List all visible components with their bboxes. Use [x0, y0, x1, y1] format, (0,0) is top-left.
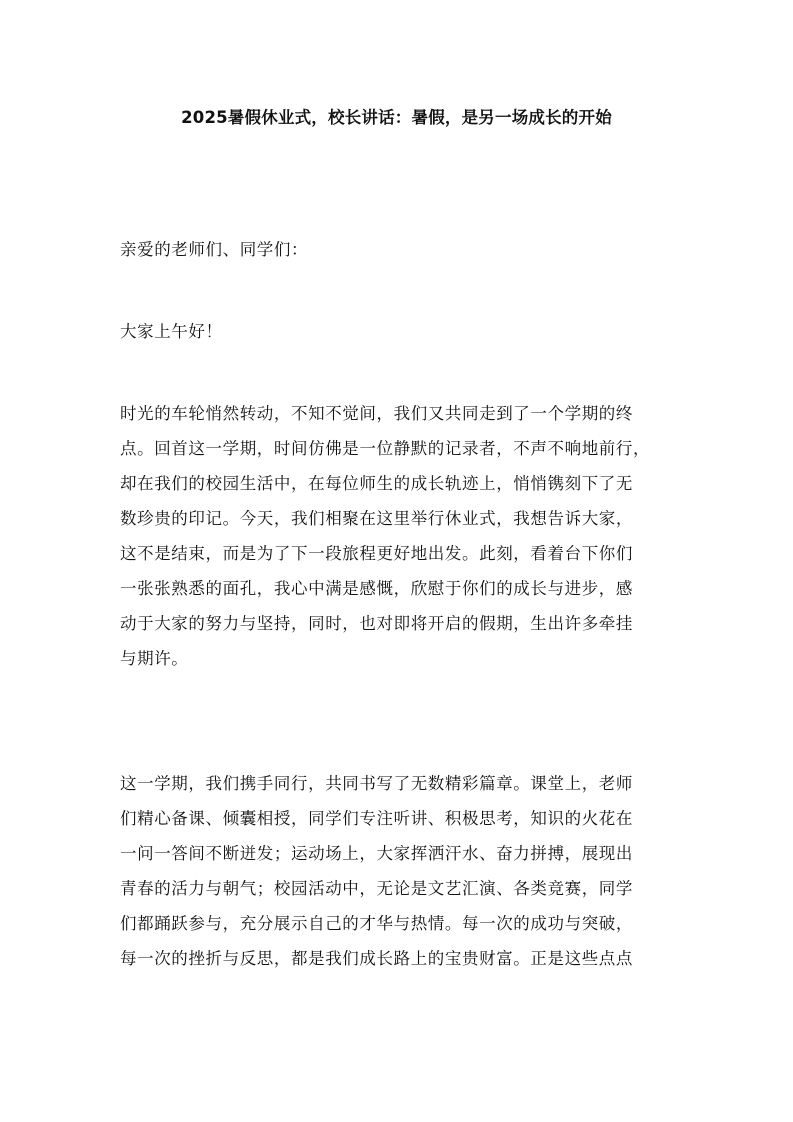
- paragraph-line: 一张张熟悉的面孔，我心中满是感慨，欣慰于你们的成长与进步，感: [120, 579, 633, 598]
- paragraph-line: 们精心备课、倾囊相授，同学们专注听讲、积极思考，知识的火花在: [120, 809, 633, 828]
- paragraph-line: 点。回首这一学期，时间仿佛是一位静默的记录者，不声不响地前行，: [120, 439, 651, 458]
- paragraph-line: 与期许。: [120, 649, 189, 668]
- paragraph-line: 青春的活力与朝气；校园活动中，无论是文艺汇演、各类竞赛，同学: [120, 879, 633, 898]
- paragraph-line: 这不是结束，而是为了下一段旅程更好地出发。此刻，看着台下你们: [120, 544, 633, 563]
- paragraph-line: 们都踊跃参与，充分展示自己的才华与热情。每一次的成功与突破，: [120, 914, 633, 933]
- greeting: 大家上午好！: [120, 322, 223, 341]
- paragraph-line: 数珍贵的印记。今天，我们相聚在这里举行休业式，我想告诉大家，: [120, 509, 633, 528]
- paragraph-line: 这一学期，我们携手同行，共同书写了无数精彩篇章。课堂上，老师: [120, 774, 633, 793]
- paragraph-line: 却在我们的校园生活中，在每位师生的成长轨迹上，悄悄镌刻下了无: [120, 474, 633, 493]
- paragraph-line: 动于大家的努力与坚持，同时，也对即将开启的假期，生出许多牵挂: [120, 614, 633, 633]
- document-title: 2025暑假休业式，校长讲话：暑假，是另一场成长的开始: [181, 108, 612, 127]
- salutation: 亲爱的老师们、同学们：: [120, 240, 309, 259]
- paragraph-line: 一问一答间不断迸发；运动场上，大家挥洒汗水、奋力拼搏，展现出: [120, 844, 633, 863]
- paragraph-line: 时光的车轮悄然转动，不知不觉间，我们又共同走到了一个学期的终: [120, 404, 633, 423]
- paragraph-line: 每一次的挫折与反思，都是我们成长路上的宝贵财富。正是这些点点: [120, 949, 633, 968]
